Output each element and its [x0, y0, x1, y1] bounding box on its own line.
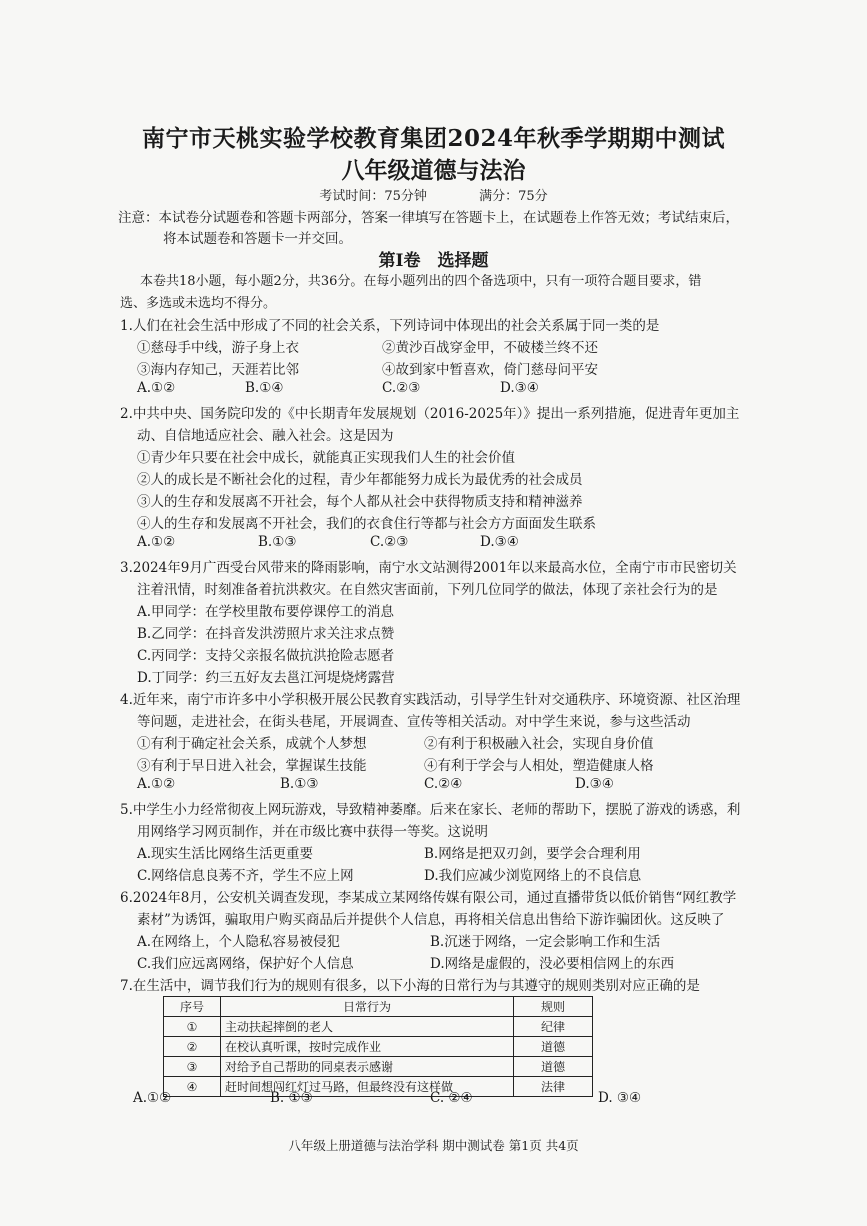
- section-title: 第Ⅰ卷 选择题: [378, 251, 489, 271]
- section-instruction-1: 本卷共18小题，每小题2分，共36分。在每小题列出的四个备选项中，只有一项符合题目要求，错: [140, 274, 702, 289]
- q4-stem-2: 等问题，走进社会，在街头巷尾，开展调查、宣传等相关活动。对中学生来说，参与这些活动: [137, 714, 691, 730]
- row-number: ①: [164, 1017, 221, 1037]
- row-rule: 纪律: [514, 1017, 593, 1037]
- q4-option-a: A.①②: [137, 776, 176, 792]
- q7-option-b: B. ①③: [270, 1090, 313, 1106]
- row-behavior: 对给予自己帮助的同桌表示感谢: [221, 1057, 514, 1077]
- rules-table: [163, 996, 593, 1097]
- exam-subject: 八年级道德与法治: [341, 157, 526, 184]
- q2-statement-3: ③人的生存和发展离不开社会，每个人都从社会中获得物质支持和精神滋养: [137, 494, 583, 510]
- column-header-rule: 规则: [514, 997, 593, 1017]
- q3-option-b: B.乙同学：在抖音发洪涝照片求关注求点赞: [137, 626, 395, 642]
- notice-line-2: 将本试题卷和答题卡一并交回。: [163, 231, 352, 247]
- q5-option-b: B.网络是把双刃剑，要学会合理利用: [424, 846, 641, 862]
- q4-option-c: C.②④: [424, 776, 463, 792]
- q2-statement-2: ②人的成长是不断社会化的过程，青少年都能努力成长为最优秀的社会成员: [137, 472, 583, 488]
- table-row: [164, 1037, 593, 1057]
- q1-option-c: C.②③: [382, 380, 421, 396]
- q3-stem-2: 注着汛情，时刻准备着抗洪救灾。在自然灾害面前，下列几位同学的做法，体现了亲社会行为的是: [137, 582, 718, 598]
- table-row: [164, 1077, 593, 1097]
- q2-stem-2: 动、自信地适应社会、融入社会。这是因为: [137, 428, 394, 444]
- row-rule: 法律: [514, 1077, 593, 1097]
- q1-statement-1: ①慈母手中线，游子身上衣: [137, 340, 299, 356]
- q5-option-d: D.我们应减少浏览网络上的不良信息: [424, 868, 642, 884]
- q4-statement-3: ③有利于早日进入社会，掌握谋生技能: [137, 758, 367, 774]
- page-footer: 八年级上册道德与法治学科 期中测试卷 第1页 共4页: [288, 1138, 579, 1153]
- q6-option-c: C.我们应远离网络，保护好个人信息: [137, 956, 354, 972]
- q2-option-a: A.①②: [137, 534, 176, 550]
- q5-stem-1: 5.中学生小力经常彻夜上网玩游戏，导致精神萎靡。后来在家长、老师的帮助下，摆脱了游戏的诱惑，利: [120, 802, 741, 818]
- exam-time: 考试时间：75分钟: [319, 189, 427, 204]
- q6-option-d: D.网络是虚假的，没必要相信网上的东西: [430, 956, 675, 972]
- q7-option-c: C. ②④: [430, 1090, 473, 1106]
- q2-statement-1: ①青少年只要在社会中成长，就能真正实现我们人生的社会价值: [137, 450, 515, 466]
- q7-option-a: A.①②: [133, 1090, 172, 1106]
- q1-statement-2: ②黄沙百战穿金甲，不破楼兰终不还: [382, 340, 598, 356]
- q4-statement-2: ②有利于积极融入社会，实现自身价值: [424, 736, 654, 752]
- row-behavior: 赶时间想闯红灯过马路，但最终没有这样做: [221, 1077, 514, 1097]
- row-rule: 道德: [514, 1057, 593, 1077]
- table-row: [164, 1057, 593, 1077]
- exam-title: 南宁市天桃实验学校教育集团2024年秋季学期期中测试: [141, 125, 725, 152]
- q1-statement-4: ④故到家中暂喜欢，倚门慈母问平安: [382, 362, 598, 378]
- q7-stem: 7.在生活中，调节我们行为的规则有很多，以下小海的日常行为与其遵守的规则类别对应正确的是: [120, 978, 700, 994]
- q6-option-b: B.沉迷于网络，一定会影响工作和生活: [430, 934, 661, 950]
- row-number: ③: [164, 1057, 221, 1077]
- full-score: 满分：75分: [479, 189, 548, 204]
- q3-option-d: D.丁同学：约三五好友去邕江河堤烧烤露营: [137, 670, 395, 686]
- q3-option-a: A.甲同学：在学校里散布要停课停工的消息: [137, 604, 395, 620]
- q1-option-d: D.③④: [500, 380, 539, 396]
- section-instruction-2: 选、多选或未选均不得分。: [120, 296, 277, 311]
- notice-line-1: 注意：本试卷分试题卷和答题卡两部分，答案一律填写在答题卡上，在试题卷上作答无效；考试结束后，: [118, 210, 739, 226]
- q4-option-b: B.①③: [280, 776, 319, 792]
- q2-stem-1: 2.中共中央、国务院印发的《中长期青年发展规划（2016-2025年）》提出一系列措施，促进青年更加主: [120, 406, 740, 422]
- row-behavior: 主动扶起摔倒的老人: [221, 1017, 514, 1037]
- q3-stem-1: 3.2024年9月广西受台风带来的降雨影响，南宁水文站测得2001年以来最高水位，全南宁市市民密切关: [120, 560, 737, 576]
- q6-option-a: A.在网络上，个人隐私容易被侵犯: [137, 934, 341, 950]
- q2-option-b: B.①③: [258, 534, 297, 550]
- q2-option-c: C.②③: [370, 534, 409, 550]
- row-number: ②: [164, 1037, 221, 1057]
- q2-statement-4: ④人的生存和发展离不开社会，我们的衣食住行等都与社会方方面面发生联系: [137, 516, 596, 532]
- q5-option-c: C.网络信息良莠不齐，学生不应上网: [137, 868, 354, 884]
- q3-option-c: C.丙同学：支持父亲报名做抗洪抢险志愿者: [137, 648, 395, 664]
- row-number: ④: [164, 1077, 221, 1097]
- q4-option-d: D.③④: [575, 776, 614, 792]
- q4-stem-1: 4.近年来，南宁市许多中小学积极开展公民教育实践活动，引导学生针对交通秩序、环境资源、社区治理: [120, 692, 741, 708]
- row-rule: 道德: [514, 1037, 593, 1057]
- q5-stem-2: 用网络学习网页制作，并在市级比赛中获得一等奖。这说明: [137, 824, 488, 840]
- q6-stem-1: 6.2024年8月，公安机关调查发现，李某成立某网络传媒有限公司，通过直播带货以低价销售“网红教学: [120, 890, 737, 906]
- q1-statement-3: ③海内存知己，天涯若比邻: [137, 362, 299, 378]
- q5-option-a: A.现实生活比网络生活更重要: [137, 846, 314, 862]
- q4-statement-4: ④有利于学会与人相处，塑造健康人格: [424, 758, 654, 774]
- column-header-number: 序号: [164, 997, 221, 1017]
- q7-option-d: D. ③④: [598, 1090, 642, 1106]
- table-header-row: [164, 997, 593, 1017]
- q6-stem-2: 素材”为诱饵，骗取用户购买商品后并提供个人信息，再将相关信息出售给下游诈骗团伙。这反映了: [137, 912, 725, 928]
- q2-option-d: D.③④: [480, 534, 519, 550]
- exam-meta: [0, 185, 867, 204]
- column-header-behavior: 日常行为: [221, 997, 514, 1017]
- q1-stem: 1.人们在社会生活中形成了不同的社会关系，下列诗词中体现出的社会关系属于同一类的是: [120, 318, 660, 334]
- q1-option-a: A.①②: [137, 380, 176, 396]
- q4-statement-1: ①有利于确定社会关系，成就个人梦想: [137, 736, 367, 752]
- q1-option-b: B.①④: [245, 380, 284, 396]
- row-behavior: 在校认真听课，按时完成作业: [221, 1037, 514, 1057]
- table-row: [164, 1017, 593, 1037]
